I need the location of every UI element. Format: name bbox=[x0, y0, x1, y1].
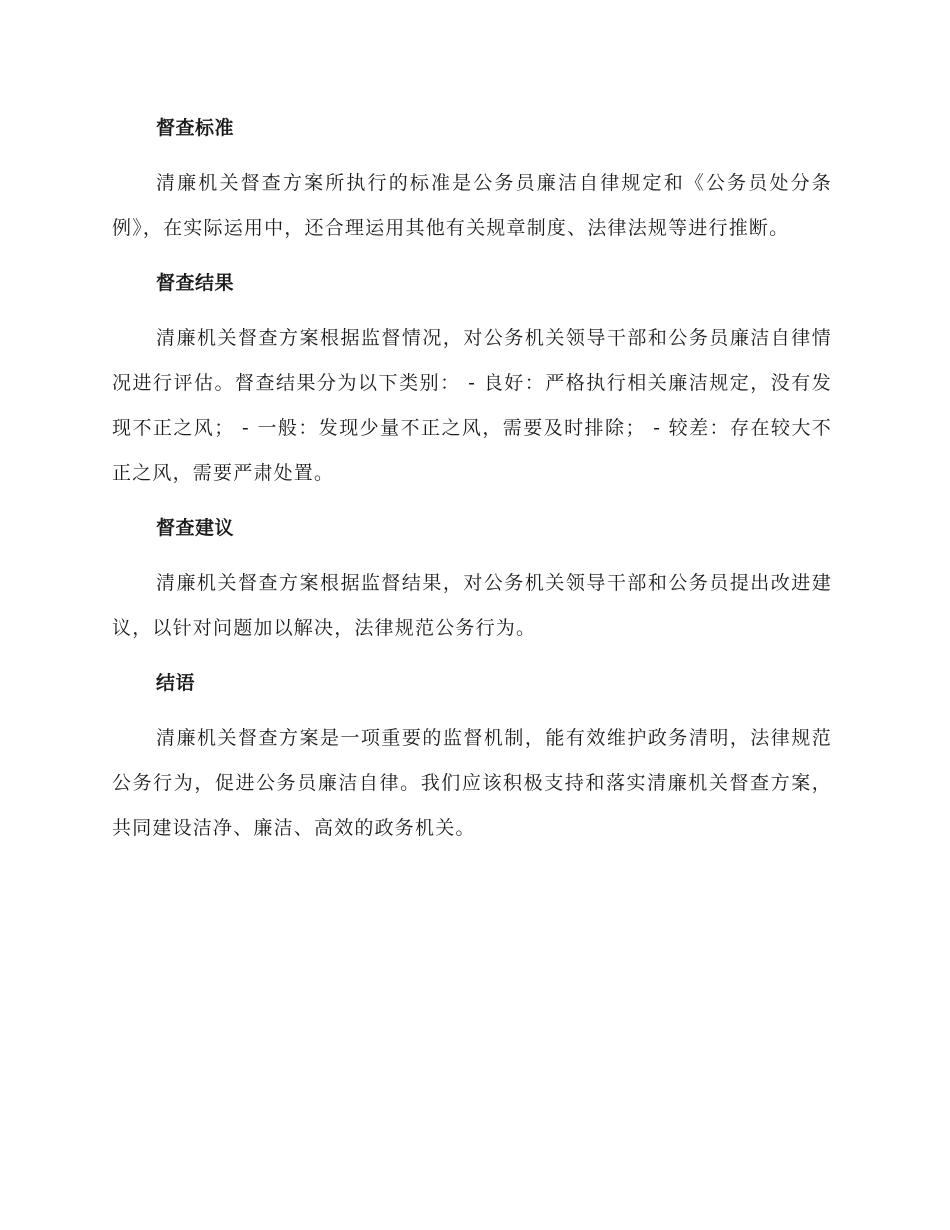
section-paragraph-results: 清廉机关督查方案根据监督情况，对公务机关领导干部和公务员廉洁自律情况进行评估。督查结果分为以下类别： - 良好：严格执行相关廉洁规定，没有发现不正之风； - 一般：发现少量不正之风，需要及时排除； - 较差：存在较大不正之风，需要严肃处置。 bbox=[112, 327, 832, 484]
section-heading-suggestions: 督查建议 bbox=[156, 517, 235, 539]
section-heading-results: 督查结果 bbox=[156, 272, 235, 294]
section-heading-conclusion: 结语 bbox=[156, 672, 196, 694]
section-paragraph-suggestions: 清廉机关督查方案根据监督结果，对公务机关领导干部和公务员提出改进建议，以针对问题加以解决，法律规范公务行为。 bbox=[112, 572, 832, 639]
section-heading-standards: 督查标准 bbox=[156, 117, 235, 139]
section-paragraph-standards: 清廉机关督查方案所执行的标准是公务员廉洁自律规定和《公务员处分条例》，在实际运用中，还合理运用其他有关规章制度、法律法规等进行推断。 bbox=[112, 172, 832, 239]
document-body bbox=[112, 112, 832, 867]
section-paragraph-conclusion: 清廉机关督查方案是一项重要的监督机制，能有效维护政务清明，法律规范公务行为，促进公务员廉洁自律。我们应该积极支持和落实清廉机关督查方案，共同建设洁净、廉洁、高效的政务机关。 bbox=[112, 727, 832, 839]
